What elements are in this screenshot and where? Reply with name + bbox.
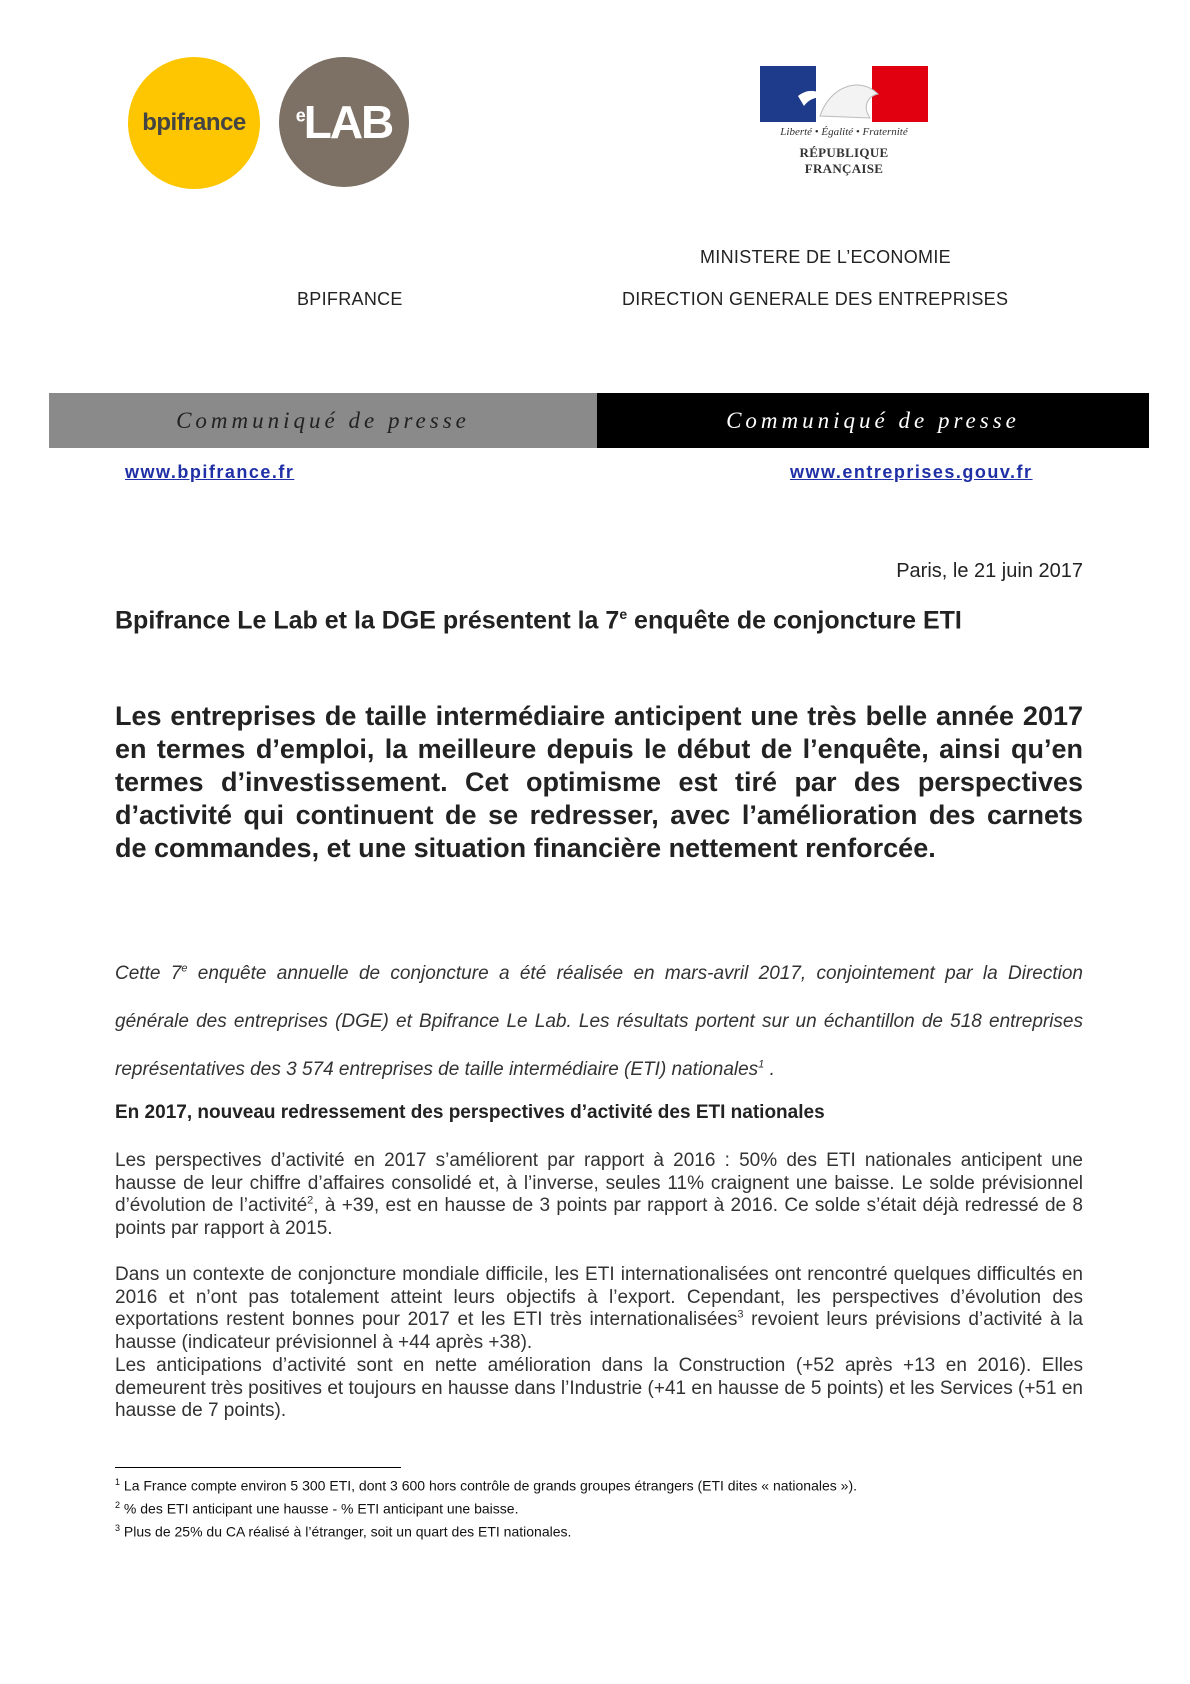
bpifrance-logo: [128, 57, 260, 189]
footnote-3: $^3$ Plus de 25% du CA réalisé à l’étranger, soit un quart des ETI nationales.: [115, 1523, 572, 1540]
body-paragraph-3: Les anticipations d’activité sont en nette amélioration dans la Construction (+52 après +13 en 2016). Elles demeurent très positives et toujours en hausse dans l’Industrie (+41 en hausse de 5 points) et les Services (+51 en hausse de 7 points).: [115, 1355, 1083, 1421]
body-paragraph-1: Les perspectives d’activité en 2017 s’améliorent par rapport à 2016 : 50% des ETI nationales anticipent une hausse de leur chiffre d’affaires consolidé et, à l’inverse, seules 11% craignent une baisse. Le solde prévisionnel d’évolution de l’activité$^2$, à +39, est en hausse de 3 points par rapport à 2016. Ce solde s’était déjà redressé de 8 points par rapport à 2015.: [115, 1150, 1083, 1239]
bpifrance-label: BPIFRANCE: [297, 289, 403, 309]
intro-paragraph: Cette 7e enquête annuelle de conjoncture a été réalisée en mars-avril 2017, conjointement par la Direction générale des entreprises (DGE) et Bpifrance Le Lab. Les résultats portent sur un échantillon de 518 entreprises représentatives des 3 574 entreprises de taille intermédiaire (ETI) nationales$^1$ .: [115, 962, 1083, 1080]
footnote-divider: [115, 1467, 401, 1468]
republic-motto: Liberté • Égalité • Fraternité: [780, 126, 908, 138]
direction-label: DIRECTION GENERALE DES ENTREPRISES: [622, 289, 1009, 309]
republic-name: RÉPUBLIQUE FRANÇAISE: [799, 145, 889, 176]
lead-paragraph: Les entreprises de taille intermédiaire anticipent une très belle année 2017 en termes d’emploi, la meilleure depuis le début de l’enquête, ainsi qu’en termes d’investissement. Cet optimisme est tiré par des perspectives d’activité qui continuent de se redresser, avec l’amélioration des carnets de commandes, et une situation financière nettement renforcée.: [115, 701, 1083, 863]
entreprises-gouv-link[interactable]: www.entreprises.gouv.fr: [790, 462, 1033, 482]
press-release-band-right: [597, 393, 1149, 448]
press-release-label-right: Communiqué de presse: [726, 407, 1020, 433]
press-release-band-left: [49, 393, 597, 448]
page-title: Bpifrance Le Lab et la DGE présentent la 7e enquête de conjoncture ETI: [115, 606, 962, 635]
section-heading: En 2017, nouveau redressement des perspectives d’activité des ETI nationales: [115, 1102, 825, 1123]
release-date: Paris, le 21 juin 2017: [896, 560, 1083, 582]
footnote-1: $^1$ La France compte environ 5 300 ETI, dont 3 600 hors contrôle de grands groupes étrangers (ETI dites « nationales »).: [115, 1477, 857, 1494]
body-paragraph-2: Dans un contexte de conjoncture mondiale difficile, les ETI internationalisées ont rencontré quelques difficultés en 2016 et n’ont pas totalement atteint leurs objectifs à l’export. Cependant, les perspectives d’évolution des exportations restent bonnes pour 2017 et les ETI très internationalisées$^3$ revoient leurs prévisions d’activité à la hausse (indicateur prévisionnel à +44 après +38).: [115, 1264, 1084, 1353]
bpifrance-website-link[interactable]: www.bpifrance.fr: [125, 462, 295, 482]
ministry-label: MINISTERE DE L’ECONOMIE: [700, 247, 951, 267]
bpifrance-logo-text: bpifrance: [142, 109, 246, 136]
footnote-2: $^2$ % des ETI anticipant une hausse - % ETI anticipant une baisse.: [115, 1500, 519, 1517]
flag-red: [872, 66, 928, 122]
le-lab-logo-text: $^e$LAB: [295, 96, 393, 148]
le-lab-logo: [279, 57, 409, 187]
press-release-label-left: Communiqué de presse: [176, 407, 470, 433]
